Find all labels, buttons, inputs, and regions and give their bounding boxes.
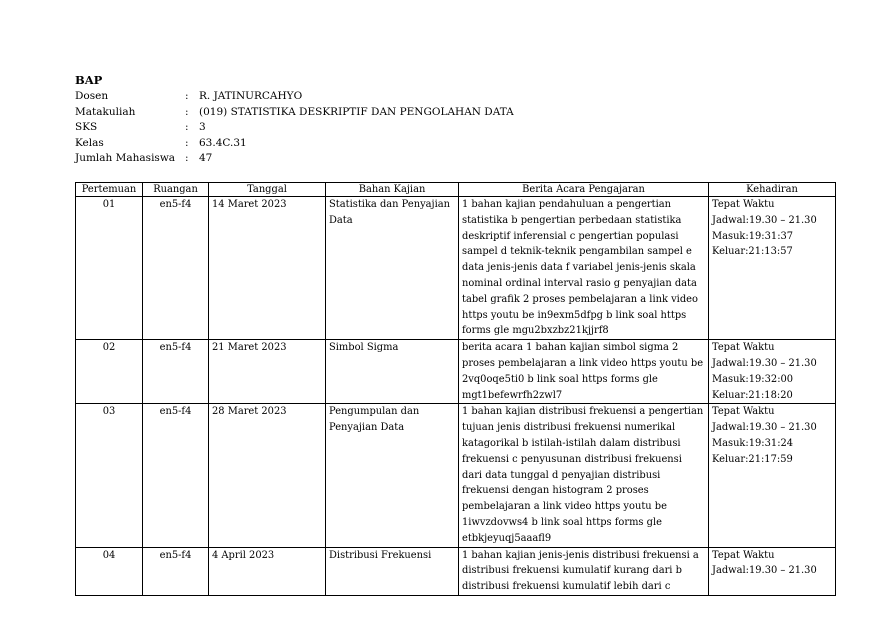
kehadiran-jadwal: Jadwal:19.30 – 21.30 bbox=[712, 422, 817, 434]
info-colon: : bbox=[185, 136, 189, 149]
column-header-ruangan: Ruangan bbox=[143, 183, 209, 197]
cell-berita-acara: 1 bahan kajian jenis-jenis distribusi frekuensi a distribusi frekuensi kumulatif kurang dari b distribusi frekuensi kumulatif lebih dari c bbox=[459, 547, 709, 595]
cell-tanggal: 21 Maret 2023 bbox=[209, 340, 326, 404]
kehadiran-jadwal: Jadwal:19.30 – 21.30 bbox=[712, 214, 817, 226]
kehadiran-status: Tepat Waktu bbox=[712, 406, 775, 418]
info-label: SKS bbox=[75, 121, 98, 133]
cell-pertemuan: 04 bbox=[76, 547, 143, 595]
cell-tanggal: 4 April 2023 bbox=[209, 547, 326, 595]
cell-ruangan: en5-f4 bbox=[143, 547, 209, 595]
cell-bahan-kajian: Simbol Sigma bbox=[326, 340, 459, 404]
info-colon: : bbox=[185, 121, 189, 133]
info-value: R. JATINURCAHYO bbox=[199, 90, 303, 102]
cell-bahan-kajian: Statistika dan Penyajian Data bbox=[326, 197, 459, 340]
cell-kehadiran bbox=[709, 404, 836, 547]
column-header-kehadiran: Kehadiran bbox=[709, 183, 836, 197]
info-value: (019) STATISTIKA DESKRIPTIF DAN PENGOLAHAN DATA bbox=[199, 105, 514, 118]
info-value: 47 bbox=[199, 152, 213, 164]
table-row bbox=[76, 404, 836, 547]
info-value: 63.4C.31 bbox=[199, 136, 247, 149]
cell-tanggal: 14 Maret 2023 bbox=[209, 197, 326, 340]
cell-berita-acara: 1 bahan kajian pendahuluan a pengertian statistika b pengertian perbedaan statistika deskriptif inferensial c pengertian populasi sampel d teknik-teknik pengambilan sampel e data jenis-jenis data f variabel jenis-jenis skala nominal ordinal interval rasio g penyajian data tabel grafik 2 proses pembelajaran a link video https youtu be in9exm5dfpg b link soal https forms gle mgu2bxzbz21kjjrf8 bbox=[459, 197, 709, 340]
document-title: BAP bbox=[75, 73, 103, 87]
cell-ruangan: en5-f4 bbox=[143, 340, 209, 404]
kehadiran-status: Tepat Waktu bbox=[712, 342, 775, 354]
cell-ruangan: en5-f4 bbox=[143, 197, 209, 340]
kehadiran-keluar: Keluar:21:13:57 bbox=[712, 246, 793, 258]
cell-pertemuan: 03 bbox=[76, 404, 143, 547]
kehadiran-keluar: Keluar:21:17:59 bbox=[712, 453, 793, 465]
column-header-berita-acara: Berita Acara Pengajaran bbox=[459, 183, 709, 197]
cell-tanggal: 28 Maret 2023 bbox=[209, 404, 326, 547]
info-label: Matakuliah bbox=[75, 105, 136, 118]
table-row bbox=[76, 197, 836, 340]
info-label: Kelas bbox=[75, 136, 104, 149]
info-label: Jumlah Mahasiswa bbox=[75, 152, 176, 164]
cell-bahan-kajian: Pengumpulan dan Penyajian Data bbox=[326, 404, 459, 547]
info-row-sks bbox=[75, 120, 514, 136]
kehadiran-keluar: Keluar:21:18:20 bbox=[712, 389, 793, 401]
info-row-dosen bbox=[75, 89, 514, 105]
kehadiran-masuk: Masuk:19:31:37 bbox=[712, 230, 794, 242]
table-row bbox=[76, 547, 836, 595]
cell-kehadiran bbox=[709, 340, 836, 404]
column-header-tanggal: Tanggal bbox=[209, 183, 326, 197]
info-row-matakuliah bbox=[75, 105, 514, 121]
column-header-pertemuan: Pertemuan bbox=[76, 183, 143, 197]
table-header-row bbox=[76, 183, 836, 197]
kehadiran-jadwal: Jadwal:19.30 – 21.30 bbox=[712, 357, 817, 369]
info-colon: : bbox=[185, 105, 189, 118]
cell-pertemuan: 01 bbox=[76, 197, 143, 340]
kehadiran-masuk: Masuk:19:32:00 bbox=[712, 373, 794, 385]
info-colon: : bbox=[185, 90, 189, 102]
info-label: Dosen bbox=[75, 90, 109, 102]
kehadiran-masuk: Masuk:19:31:24 bbox=[712, 437, 794, 449]
info-colon: : bbox=[185, 152, 189, 164]
attendance-table bbox=[75, 182, 836, 596]
cell-kehadiran bbox=[709, 547, 836, 595]
info-value: 3 bbox=[199, 121, 206, 133]
info-row-jumlah-mahasiswa bbox=[75, 151, 514, 167]
cell-berita-acara: 1 bahan kajian distribusi frekuensi a pengertian tujuan jenis distribusi frekuensi numerikal katagorikal b istilah-istilah dalam distribusi frekuensi c penyusunan distribusi frekuensi dari data tunggal d penyajian distribusi frekuensi dengan histogram 2 proses pembelajaran a link video https youtu be 1iwvzdovws4 b link soal https forms gle etbkjeyuqj5aaafl9 bbox=[459, 404, 709, 547]
cell-ruangan: en5-f4 bbox=[143, 404, 209, 547]
info-row-kelas bbox=[75, 136, 514, 152]
kehadiran-status: Tepat Waktu bbox=[712, 199, 775, 210]
kehadiran-jadwal: Jadwal:19.30 – 21.30 bbox=[712, 565, 817, 577]
cell-kehadiran bbox=[709, 197, 836, 340]
course-info bbox=[75, 89, 514, 167]
table-row bbox=[76, 340, 836, 404]
column-header-bahan-kajian: Bahan Kajian bbox=[326, 183, 459, 197]
cell-bahan-kajian: Distribusi Frekuensi bbox=[326, 547, 459, 595]
kehadiran-status: Tepat Waktu bbox=[712, 549, 775, 561]
cell-pertemuan: 02 bbox=[76, 340, 143, 404]
cell-berita-acara: berita acara 1 bahan kajian simbol sigma 2 proses pembelajaran a link video https youtu be 2vq0oqe5ti0 b link soal https forms gle mgt1befewrfh2zwl7 bbox=[459, 340, 709, 404]
